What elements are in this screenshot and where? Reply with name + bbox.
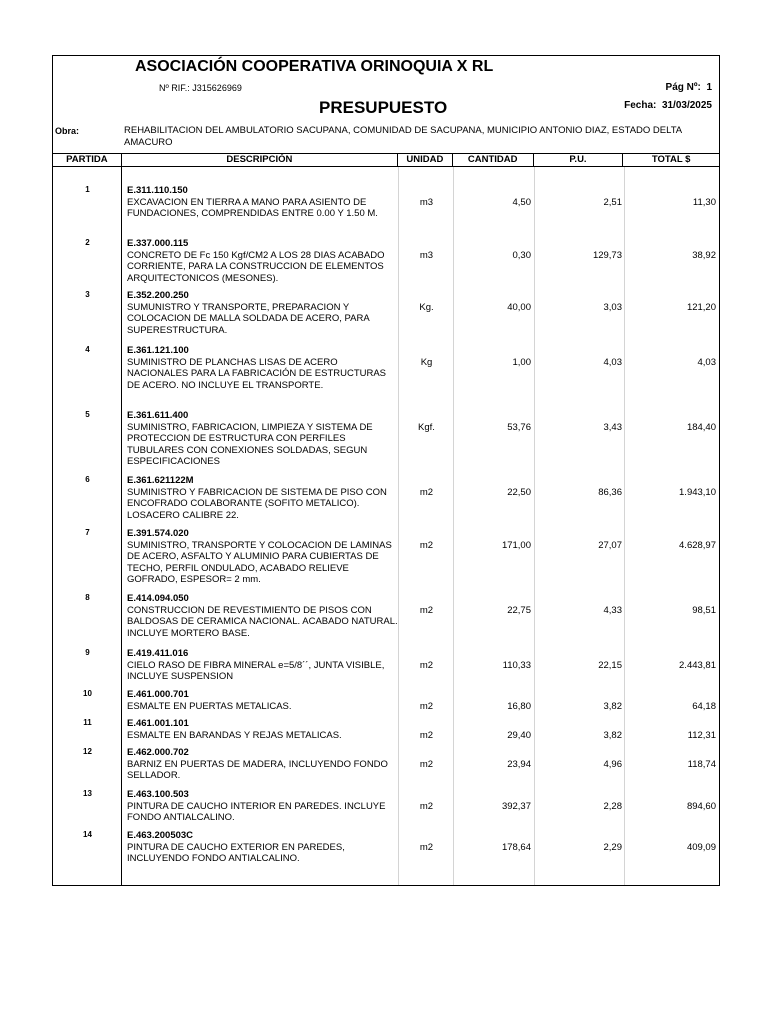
- page-value: 1: [706, 82, 712, 93]
- item-code: E.337.000.115: [127, 238, 189, 249]
- item-code: E.361.611.400: [127, 410, 189, 421]
- item-number: 12: [83, 747, 92, 756]
- item-number: 4: [85, 345, 90, 354]
- item-quantity: 22,50: [507, 487, 531, 498]
- item-total: 98,51: [692, 605, 716, 616]
- item-number: 10: [83, 689, 92, 698]
- item-total: 118,74: [687, 759, 716, 770]
- item-number: 5: [85, 410, 90, 419]
- item-description-cell: [127, 345, 399, 391]
- item-unit-price: 22,15: [598, 660, 622, 671]
- item-total: 64,18: [692, 701, 716, 712]
- date-label: Fecha:: [624, 100, 657, 111]
- col-cantidad: CANTIDAD: [453, 154, 534, 166]
- item-quantity: 1,00: [512, 357, 531, 368]
- item-description: CIELO RASO DE FIBRA MINERAL e=5/8´´, JUNTA VISIBLE, INCLUYE SUSPENSION: [127, 659, 385, 683]
- item-code: E.352.200.250: [127, 290, 189, 301]
- item-quantity: 110,33: [502, 660, 531, 671]
- column-divider: [121, 167, 122, 885]
- col-pu: P.U.: [534, 154, 624, 166]
- item-unit: m2: [419, 540, 434, 551]
- item-quantity: 392,37: [501, 801, 531, 812]
- item-unit-price: 3,82: [603, 730, 622, 741]
- item-description-cell: [127, 830, 399, 865]
- item-description: ESMALTE EN BARANDAS Y REJAS METALICAS.: [127, 729, 342, 741]
- item-code: E.361.621122M: [127, 475, 194, 486]
- item-unit: m2: [419, 701, 434, 712]
- document-date: [624, 100, 712, 111]
- item-description: SUMINISTRO Y FABRICACION DE SISTEMA DE PISO CON ENCOFRADO COLABORANTE (SOFITO METALICO). LOSACERO CALIBRE 22.: [127, 486, 387, 521]
- item-code: E.391.574.020: [127, 528, 189, 539]
- item-description: CONSTRUCCION DE REVESTIMIENTO DE PISOS CON BALDOSAS DE CERAMICA NACIONAL. ACABADO NATURAL. INCLUYE MORTERO BASE.: [127, 604, 398, 639]
- item-quantity: 23,94: [507, 759, 531, 770]
- item-total: 11,30: [692, 197, 716, 208]
- item-code: E.361.121.100: [127, 345, 189, 356]
- item-description: BARNIZ EN PUERTAS DE MADERA, INCLUYENDO FONDO SELLADOR.: [127, 758, 388, 782]
- item-unit: m2: [419, 801, 434, 812]
- item-number: 9: [85, 648, 90, 657]
- item-unit-price: 3,03: [603, 302, 622, 313]
- col-descripcion: DESCRIPCIÓN: [122, 154, 398, 166]
- item-description-cell: [127, 410, 399, 468]
- item-total: 2.443,81: [679, 660, 716, 671]
- page-label: Pág Nº:: [665, 82, 701, 93]
- item-unit-price: 3,43: [603, 422, 622, 433]
- item-code: E.414.094.050: [127, 593, 189, 604]
- item-quantity: 29,40: [507, 730, 531, 741]
- item-total: 409,09: [686, 842, 716, 853]
- item-total: 112,31: [687, 730, 716, 741]
- document-header: [52, 55, 720, 153]
- item-description: SUMINISTRO DE PLANCHAS LISAS DE ACERO NACIONALES PARA LA FABRICACIÓN DE ESTRUCTURAS DE ACERO. NO INCLUYE EL TRANSPORTE.: [127, 356, 387, 391]
- item-unit: m2: [419, 842, 434, 853]
- date-value: 31/03/2025: [661, 100, 712, 111]
- item-description-cell: [127, 238, 399, 284]
- item-quantity: 22,75: [507, 605, 531, 616]
- item-quantity: 0,30: [512, 250, 531, 261]
- item-number: 7: [85, 528, 90, 537]
- item-code: E.311.110.150: [127, 185, 188, 196]
- item-unit-price: 2,28: [603, 801, 622, 812]
- item-number: 11: [83, 718, 92, 727]
- item-description: SUMINISTRO, TRANSPORTE Y COLOCACION DE LAMINAS DE ACERO, ASFALTO Y ALUMINIO PARA CUBIERTAS DE TECHO, PERFIL ONDULADO, ACABADO RELIEVE GOFRADO, ESPESOR= 2 mm.: [127, 539, 392, 586]
- item-unit: m2: [419, 605, 434, 616]
- item-number: 6: [85, 475, 90, 484]
- obra-label: Obra:: [55, 126, 80, 136]
- item-total: 1.943,10: [679, 487, 716, 498]
- item-total: 4.628,97: [679, 540, 716, 551]
- item-unit: Kgf.: [418, 422, 435, 433]
- item-code: E.419.411.016: [127, 648, 189, 659]
- table-body: [52, 167, 720, 886]
- item-code: E.463.100.503: [127, 789, 189, 800]
- item-unit-price: 2,51: [603, 197, 622, 208]
- column-divider: [453, 167, 454, 885]
- item-unit-price: 2,29: [603, 842, 622, 853]
- item-quantity: 53,76: [507, 422, 531, 433]
- col-partida: PARTIDA: [53, 154, 122, 166]
- item-number: 1: [85, 185, 90, 194]
- item-description-cell: [127, 789, 399, 824]
- item-unit: Kg.: [419, 302, 434, 313]
- item-unit: Kg: [420, 357, 433, 368]
- item-description: SUMINISTRO, FABRICACION, LIMPIEZA Y SISTEMA DE PROTECCION DE ESTRUCTURA CON PERFILES TUBULARES CON CONEXIONES SOLDADAS, SEGUN ESPECIFICACIONES: [127, 421, 373, 468]
- item-unit-price: 3,82: [603, 701, 622, 712]
- item-quantity: 178,64: [501, 842, 531, 853]
- item-code: E.462.000.702: [127, 747, 189, 758]
- item-unit: m3: [419, 197, 434, 208]
- item-unit-price: 129,73: [592, 250, 622, 261]
- item-total: 38,92: [692, 250, 716, 261]
- item-unit-price: 4,96: [603, 759, 622, 770]
- item-description-cell: [127, 185, 399, 220]
- rif-number: Nº RIF.: J315626969: [159, 83, 242, 93]
- item-code: E.461.000.701: [127, 689, 189, 700]
- document-title: PRESUPUESTO: [319, 98, 448, 117]
- item-number: 8: [85, 593, 90, 602]
- item-unit: m3: [419, 250, 434, 261]
- page-number: [666, 82, 712, 93]
- item-number: 14: [83, 830, 92, 839]
- company-name: ASOCIACIÓN COOPERATIVA ORINOQUIA X RL: [135, 58, 494, 75]
- item-description: EXCAVACION EN TIERRA A MANO PARA ASIENTO DE FUNDACIONES, COMPRENDIDAS ENTRE 0.00 Y 1.50 M.: [127, 196, 378, 220]
- item-quantity: 16,80: [507, 701, 531, 712]
- item-number: 3: [85, 290, 90, 299]
- item-total: 4,03: [697, 357, 716, 368]
- item-description-cell: [127, 718, 399, 741]
- item-description: SUMUNISTRO Y TRANSPORTE, PREPARACION Y COLOCACION DE MALLA SOLDADA DE ACERO, PARA SUPERESTRUCTURA.: [127, 301, 370, 336]
- item-total: 184,40: [686, 422, 716, 433]
- item-code: E.461.001.101: [127, 718, 189, 729]
- item-unit-price: 4,03: [603, 357, 622, 368]
- item-total: 121,20: [686, 302, 716, 313]
- obra-description: REHABILITACION DEL AMBULATORIO SACUPANA, COMUNIDAD DE SACUPANA, MUNICIPIO ANTONIO DIAZ, ESTADO DELTA AMACURO: [124, 125, 682, 148]
- item-description-cell: [127, 528, 399, 586]
- col-unidad: UNIDAD: [398, 154, 453, 166]
- item-unit-price: 27,07: [598, 540, 622, 551]
- item-unit: m2: [419, 759, 434, 770]
- item-total: 894,60: [686, 801, 716, 812]
- item-description-cell: [127, 290, 399, 336]
- item-description: PINTURA DE CAUCHO INTERIOR EN PAREDES. INCLUYE FONDO ANTIALCALINO.: [127, 800, 386, 824]
- item-description-cell: [127, 593, 399, 639]
- item-unit: m2: [419, 487, 434, 498]
- item-unit-price: 86,36: [598, 487, 622, 498]
- item-description-cell: [127, 689, 399, 712]
- item-quantity: 171,00: [501, 540, 531, 551]
- item-description-cell: [127, 747, 399, 782]
- item-description: ESMALTE EN PUERTAS METALICAS.: [127, 700, 292, 712]
- column-divider: [534, 167, 535, 885]
- item-description-cell: [127, 648, 399, 683]
- item-unit: m2: [419, 660, 434, 671]
- item-unit: m2: [419, 730, 434, 741]
- item-code: E.463.200503C: [127, 830, 194, 841]
- col-total: TOTAL $: [651, 154, 691, 165]
- column-divider: [624, 167, 625, 885]
- table-header: [52, 153, 720, 167]
- item-number: 2: [85, 238, 90, 247]
- item-quantity: 40,00: [507, 302, 531, 313]
- item-description-cell: [127, 475, 399, 521]
- item-description: CONCRETO DE Fc 150 Kgf/CM2 A LOS 28 DIAS ACABADO CORRIENTE, PARA LA CONSTRUCCION DE ELEMENTOS ARQUITECTONICOS (MESONES).: [127, 249, 385, 284]
- item-unit-price: 4,33: [603, 605, 622, 616]
- item-quantity: 4,50: [512, 197, 531, 208]
- item-number: 13: [83, 789, 92, 798]
- item-description: PINTURA DE CAUCHO EXTERIOR EN PAREDES, INCLUYENDO FONDO ANTIALCALINO.: [127, 841, 345, 865]
